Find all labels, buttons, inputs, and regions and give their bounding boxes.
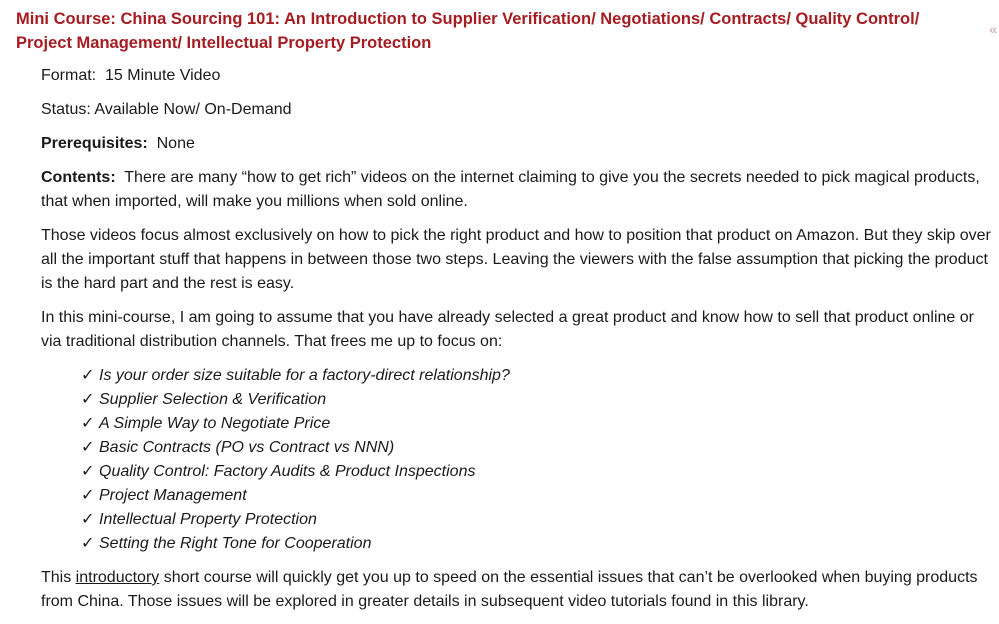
prerequisites-label: Prerequisites:: [41, 135, 148, 152]
checkmark-icon: ✓: [81, 511, 95, 528]
checklist-item: [81, 436, 991, 460]
checklist-item-text: Basic Contracts (PO vs Contract vs NNN): [99, 439, 395, 456]
course-details: [41, 64, 991, 624]
prerequisites-line: [41, 132, 991, 156]
format-line: [41, 64, 991, 88]
checklist-item: [81, 484, 991, 508]
checklist-item: [81, 508, 991, 532]
checkmark-icon: ✓: [81, 487, 95, 504]
status-line: [41, 98, 991, 122]
collapse-chevron-icon[interactable]: «: [989, 21, 997, 37]
prerequisites-value: None: [156, 135, 195, 152]
status-label: Status:: [41, 101, 91, 118]
closing-paragraph: [41, 566, 991, 614]
checklist-item-text: Is your order size suitable for a factory-direct relationship?: [99, 367, 510, 384]
contents-text: There are many “how to get rich” videos on the internet claiming to give you the secrets needed to pick magical products, that when imported, will make you millions when sold online.: [41, 169, 980, 210]
checklist-item: [81, 412, 991, 436]
checkmark-icon: ✓: [81, 415, 95, 432]
checklist-item-text: Supplier Selection & Verification: [99, 391, 327, 408]
topic-checklist: [41, 364, 991, 556]
format-label: Format:: [41, 67, 97, 84]
checkmark-icon: ✓: [81, 439, 95, 456]
checklist-item: [81, 532, 991, 556]
paragraph-videos: Those videos focus almost exclusively on how to pick the right product and how to position that product on Amazon. But they skip over all the important stuff that happens in between those two steps. Leaving the viewers with the false assumption that picking the product is the hard part and the rest is easy.: [41, 227, 991, 292]
checklist-item: [81, 364, 991, 388]
checkmark-icon: ✓: [81, 463, 95, 480]
closing-text-before: This: [41, 569, 76, 586]
status-value: Available Now/ On-Demand: [94, 101, 292, 118]
checkmark-icon: ✓: [81, 367, 95, 384]
course-title: Mini Course: China Sourcing 101: An Introduction to Supplier Verification/ Negotiations/ Contracts/ Quality Control/ Project Management/ Intellectual Property Protection: [16, 10, 920, 52]
checklist-item-text: Intellectual Property Protection: [99, 511, 317, 528]
checkmark-icon: ✓: [81, 535, 95, 552]
paragraph-assumption: In this mini-course, I am going to assume that you have already selected a great product and know how to sell that product online or via traditional distribution channels. That frees me up to focus on:: [41, 309, 974, 350]
contents-label: Contents:: [41, 169, 116, 186]
checklist-item: [81, 460, 991, 484]
contents-paragraph: [41, 166, 991, 214]
checklist-item: [81, 388, 991, 412]
format-value: 15 Minute Video: [105, 67, 221, 84]
checklist-item-text: Setting the Right Tone for Cooperation: [99, 535, 372, 552]
checkmark-icon: ✓: [81, 391, 95, 408]
checklist-item-text: Project Management: [99, 487, 247, 504]
introductory-link[interactable]: introductory: [75, 569, 160, 586]
closing-text-after: short course will quickly get you up to speed on the essential issues that can’t be overlooked when buying products from China. Those issues will be explored in greater details in subsequent video tutorials found in this library.: [41, 569, 978, 610]
checklist-item-text: Quality Control: Factory Audits & Product Inspections: [99, 463, 476, 480]
checklist-item-text: A Simple Way to Negotiate Price: [99, 415, 331, 432]
